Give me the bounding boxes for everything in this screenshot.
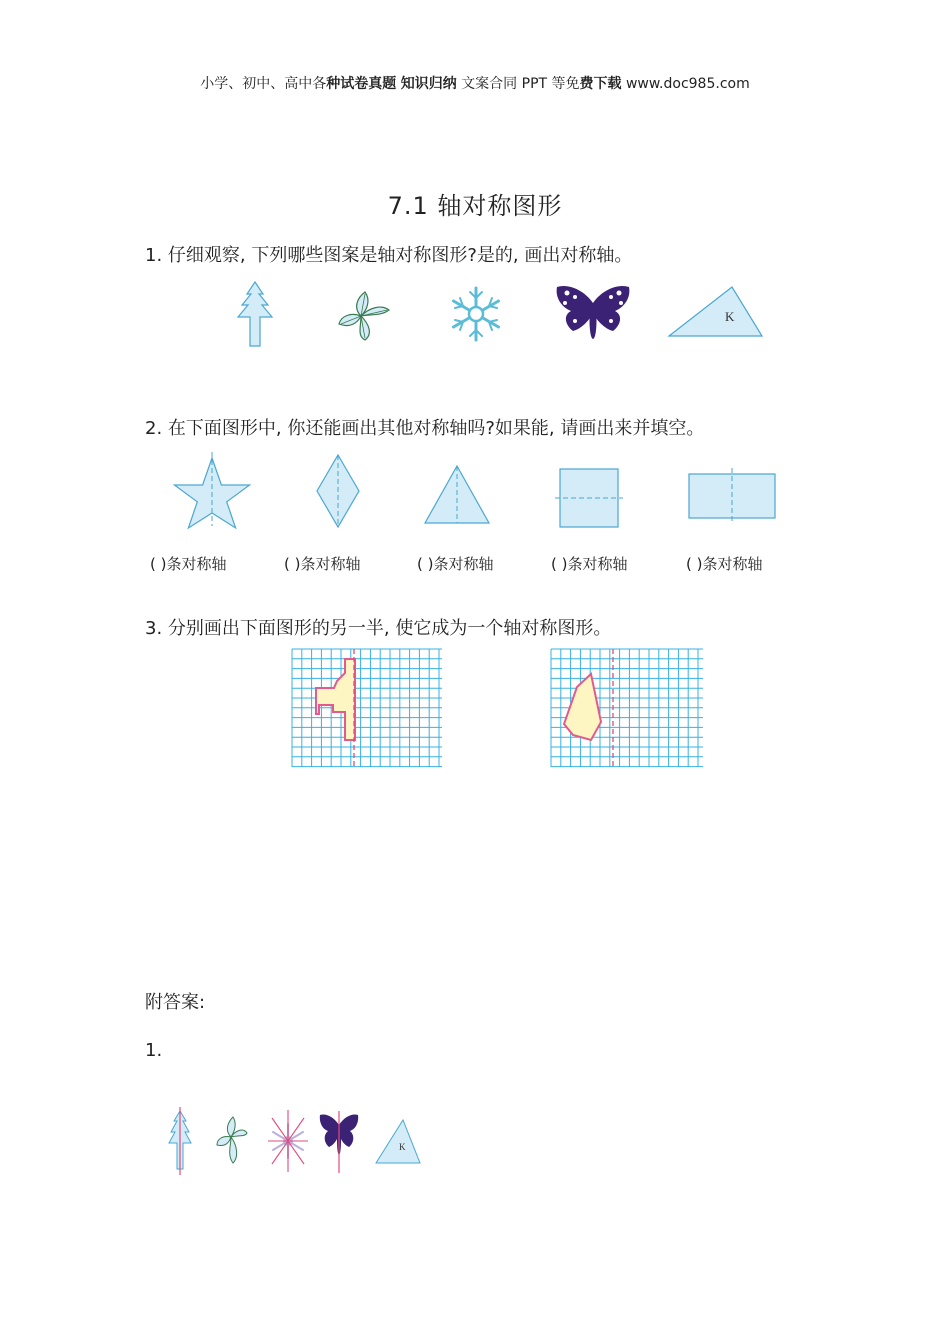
page-header xyxy=(0,73,950,93)
answer-tree-figure xyxy=(166,1107,196,1177)
star-figure xyxy=(172,452,254,534)
answer-triangle-label: K xyxy=(399,1142,406,1152)
triangle-figure xyxy=(422,462,492,526)
answer-triangle-figure xyxy=(373,1116,423,1166)
answer-butterfly-figure xyxy=(318,1111,360,1173)
snowflake-figure xyxy=(447,285,505,343)
header-text-5: 文案合同 PPT 等免 xyxy=(456,76,580,92)
blank-triangle: ( )条对称轴 xyxy=(417,555,494,573)
question-1: 1. 仔细观察, 下列哪些图案是轴对称图形?是的, 画出对称轴。 xyxy=(145,245,633,266)
tree-figure xyxy=(230,280,280,350)
header-text-4: 知识归纳 xyxy=(400,76,457,92)
grid-right xyxy=(549,647,705,769)
blank-square: ( )条对称轴 xyxy=(551,555,628,573)
header-text-1: 小学、初中、高中各 xyxy=(200,76,327,92)
answer-1-label: 1. xyxy=(145,1040,163,1061)
answers-heading: 附答案: xyxy=(145,992,206,1013)
blank-star: ( )条对称轴 xyxy=(150,555,227,573)
question-2: 2. 在下面图形中, 你还能画出其他对称轴吗?如果能, 请画出来并填空。 xyxy=(145,418,705,439)
answer-leaf-figure xyxy=(215,1113,249,1169)
page-title: 7.1 轴对称图形 xyxy=(387,192,563,220)
blank-rhombus: ( )条对称轴 xyxy=(284,555,361,573)
triangle-label: K xyxy=(725,309,735,324)
square-figure xyxy=(555,466,625,530)
grid-left xyxy=(290,647,444,769)
question-3: 3. 分别画出下面图形的另一半, 使它成为一个轴对称图形。 xyxy=(145,618,612,639)
triangle-k-figure xyxy=(667,285,765,340)
butterfly-figure xyxy=(553,283,633,343)
blank-rectangle: ( )条对称轴 xyxy=(686,555,763,573)
header-text-2: 种试卷真题 xyxy=(326,76,397,92)
header-url: www.doc985.com xyxy=(621,76,750,92)
answer-snowflake-figure xyxy=(266,1110,310,1172)
rectangle-figure xyxy=(686,466,778,524)
header-text-6: 费下载 xyxy=(579,76,622,92)
leaf-figure xyxy=(335,282,395,342)
rhombus-figure xyxy=(313,452,363,530)
